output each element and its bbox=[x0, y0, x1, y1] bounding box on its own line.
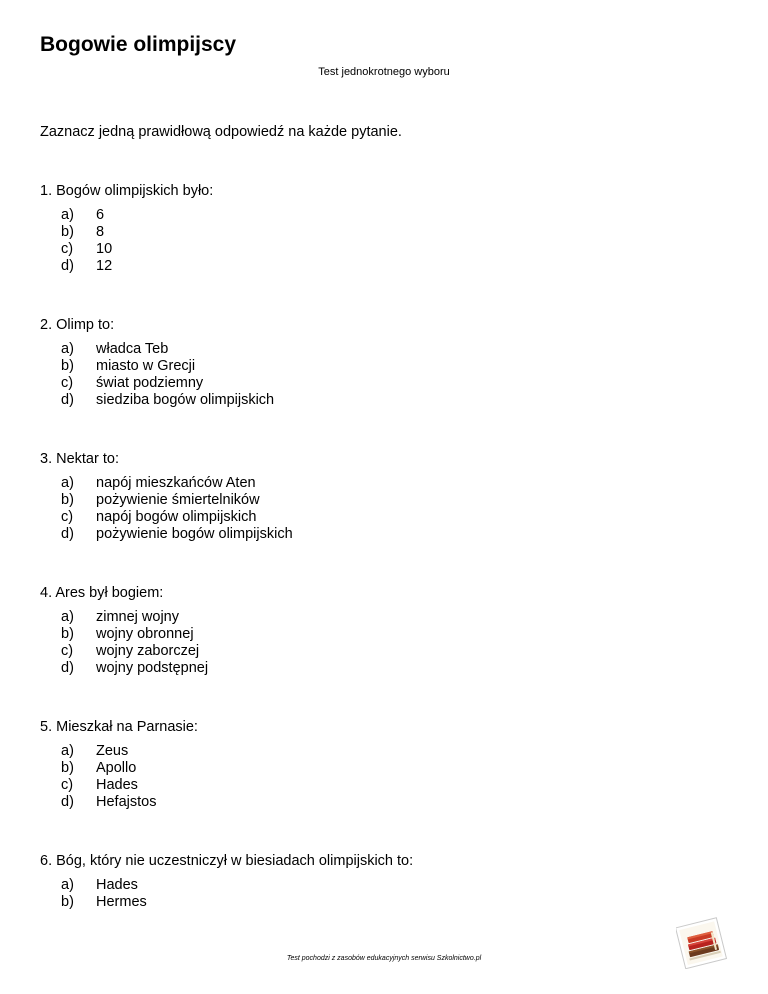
answer-option bbox=[40, 224, 213, 241]
answer-option bbox=[40, 341, 274, 358]
books-icon bbox=[676, 917, 728, 969]
answer-option bbox=[40, 207, 213, 224]
option-text: Hermes bbox=[96, 894, 147, 910]
question-text: 5. Mieszkał na Parnasie: bbox=[40, 719, 198, 735]
option-letter: a) bbox=[61, 743, 74, 759]
option-letter: c) bbox=[61, 509, 74, 525]
option-text: wojny zaborczej bbox=[96, 643, 200, 659]
option-text: zimnej wojny bbox=[96, 609, 179, 625]
option-letter: b) bbox=[61, 760, 74, 776]
question-text: 2. Olimp to: bbox=[40, 317, 115, 333]
answer-option bbox=[40, 358, 274, 375]
footer-note: Test pochodzi z zasobów edukacyjnych serwisu Szkolnictwo.pl bbox=[286, 955, 482, 962]
option-letter: b) bbox=[61, 894, 74, 910]
answer-option bbox=[40, 526, 293, 543]
question-5 bbox=[40, 719, 198, 811]
option-letter: c) bbox=[61, 643, 74, 659]
option-letter: b) bbox=[61, 358, 74, 374]
option-text: miasto w Grecji bbox=[96, 358, 196, 374]
option-letter: d) bbox=[61, 526, 74, 542]
question-6 bbox=[40, 853, 413, 911]
option-letter: d) bbox=[61, 660, 74, 676]
answer-option bbox=[40, 609, 208, 626]
answer-option bbox=[40, 643, 208, 660]
question-2 bbox=[40, 317, 274, 409]
option-letter: a) bbox=[61, 877, 74, 893]
answer-option bbox=[40, 894, 413, 911]
option-text: 8 bbox=[96, 224, 105, 240]
question-1 bbox=[40, 183, 213, 275]
option-text: pożywienie śmiertelników bbox=[96, 492, 260, 508]
question-4 bbox=[40, 585, 208, 677]
question-text: 6. Bóg, który nie uczestniczył w biesiadach olimpijskich to: bbox=[40, 853, 414, 869]
page-title: Bogowie olimpijscy bbox=[40, 33, 237, 56]
option-letter: d) bbox=[61, 392, 74, 408]
answer-option bbox=[40, 258, 213, 275]
answer-option bbox=[40, 492, 293, 509]
answer-option bbox=[40, 392, 274, 409]
option-text: władca Teb bbox=[96, 341, 169, 357]
option-text: Hefajstos bbox=[96, 794, 157, 810]
answer-option bbox=[40, 475, 293, 492]
question-text: 3. Nektar to: bbox=[40, 451, 119, 467]
answer-option bbox=[40, 777, 198, 794]
option-letter: c) bbox=[61, 375, 74, 391]
answer-option bbox=[40, 626, 208, 643]
option-letter: d) bbox=[61, 794, 74, 810]
option-text: siedziba bogów olimpijskich bbox=[96, 392, 275, 408]
question-text: 1. Bogów olimpijskich było: bbox=[40, 183, 214, 199]
option-text: świat podziemny bbox=[96, 375, 204, 391]
option-text: 10 bbox=[96, 241, 113, 257]
question-3 bbox=[40, 451, 293, 543]
option-text: Hades bbox=[96, 877, 138, 893]
option-letter: a) bbox=[61, 475, 74, 491]
option-text: pożywienie bogów olimpijskich bbox=[96, 526, 293, 542]
option-letter: b) bbox=[61, 492, 74, 508]
instruction: Zaznacz jedną prawidłową odpowiedź na każde pytanie. bbox=[40, 124, 402, 140]
answer-option bbox=[40, 877, 413, 894]
option-text: napój mieszkańców Aten bbox=[96, 475, 256, 491]
answer-option bbox=[40, 509, 293, 526]
option-letter: a) bbox=[61, 609, 74, 625]
answer-option bbox=[40, 375, 274, 392]
option-letter: b) bbox=[61, 626, 74, 642]
option-text: 12 bbox=[96, 258, 113, 274]
subtitle: Test jednokrotnego wyboru bbox=[318, 66, 450, 78]
option-letter: a) bbox=[61, 341, 74, 357]
option-letter: b) bbox=[61, 224, 74, 240]
option-letter: a) bbox=[61, 207, 74, 223]
option-letter: d) bbox=[61, 258, 74, 274]
answer-option bbox=[40, 760, 198, 777]
option-text: Hades bbox=[96, 777, 138, 793]
option-text: wojny podstępnej bbox=[96, 660, 209, 676]
question-text: 4. Ares był bogiem: bbox=[40, 585, 164, 601]
option-text: Zeus bbox=[96, 743, 129, 759]
option-text: wojny obronnej bbox=[96, 626, 194, 642]
answer-option bbox=[40, 241, 213, 258]
option-text: napój bogów olimpijskich bbox=[96, 509, 257, 525]
answer-option bbox=[40, 743, 198, 760]
option-text: Apollo bbox=[96, 760, 137, 776]
answer-option bbox=[40, 794, 198, 811]
option-text: 6 bbox=[96, 207, 105, 223]
option-letter: c) bbox=[61, 777, 74, 793]
answer-option bbox=[40, 660, 208, 677]
option-letter: c) bbox=[61, 241, 74, 257]
